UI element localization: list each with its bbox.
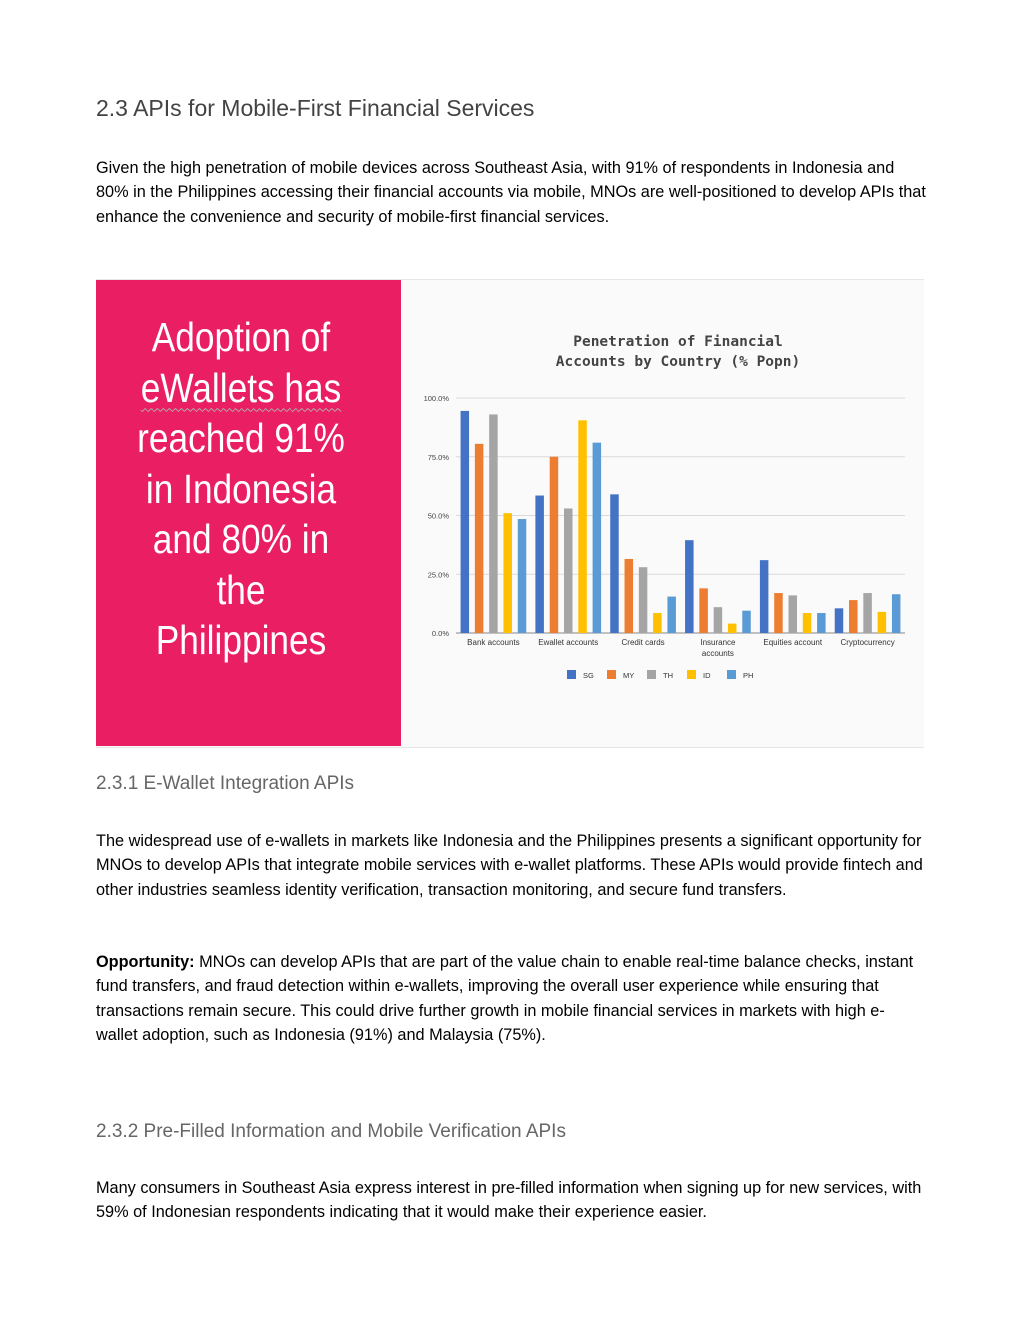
bar-sg bbox=[835, 608, 844, 633]
bar-ph bbox=[817, 613, 826, 633]
y-tick-label: 0.0% bbox=[431, 629, 449, 638]
callout-line: the bbox=[216, 566, 266, 613]
bar-sg bbox=[685, 540, 694, 633]
bar-my bbox=[774, 593, 783, 633]
bar-ph bbox=[892, 594, 901, 633]
chart-panel bbox=[401, 280, 924, 746]
bar-id bbox=[503, 513, 512, 633]
bar-id bbox=[728, 624, 737, 633]
bar-th bbox=[863, 593, 872, 633]
infographic-figure bbox=[96, 279, 924, 748]
x-tick-label: Ewallet accounts bbox=[538, 638, 599, 647]
bar-chart bbox=[401, 280, 924, 746]
legend-swatch bbox=[727, 670, 736, 679]
callout-line: Philippines bbox=[155, 617, 327, 663]
bar-sg bbox=[760, 560, 769, 633]
bar-id bbox=[578, 420, 587, 633]
legend-label: TH bbox=[663, 671, 673, 680]
bar-sg bbox=[461, 411, 470, 633]
bar-id bbox=[878, 612, 887, 633]
bar-ph bbox=[667, 597, 676, 633]
callout-line: reached 91% bbox=[137, 415, 345, 461]
bar-th bbox=[489, 414, 498, 633]
legend-label: ID bbox=[703, 671, 711, 680]
x-tick-label: Bank accounts bbox=[467, 638, 520, 647]
prefilled-paragraph: Many consumers in Southeast Asia express interest in pre-filled information when signing up for new services, with 59% of Indonesian respondents indicating that it would make their experience easier. bbox=[96, 1179, 922, 1222]
bar-my bbox=[699, 588, 708, 633]
callout-line-text: eWallets has bbox=[140, 364, 342, 411]
bar-id bbox=[653, 613, 662, 633]
x-tick-label: accounts bbox=[701, 649, 734, 658]
y-tick-label: 100.0% bbox=[423, 394, 449, 403]
bar-ph bbox=[518, 519, 527, 633]
bar-sg bbox=[535, 496, 544, 633]
bar-th bbox=[714, 607, 723, 633]
x-tick-label: Cryptocurrency bbox=[840, 638, 895, 647]
bar-th bbox=[639, 567, 648, 633]
bar-my bbox=[625, 559, 634, 633]
bar-th bbox=[564, 508, 573, 633]
opportunity-text: MNOs can develop APIs that are part of the value chain to enable real-time balance checks, instant fund transfers, and fraud detection within e-wallets, improving the overall user experience while ensuring that transactions remain secure. This could drive further growth in mobile financial services in markets with high e-wallet adoption, such as Indonesia (91%) and Malaysia (75%). bbox=[96, 953, 914, 1044]
ewallet-paragraph: The widespread use of e-wallets in markets like Indonesia and the Philippines presents a significant opportunity for MNOs to develop APIs that integrate mobile services with e-wallet platforms. These APIs would provide fintech and other industries seamless identity verification, transaction monitoring, and secure fund transfers. bbox=[96, 832, 923, 899]
legend-swatch bbox=[607, 670, 616, 679]
opportunity-paragraph bbox=[96, 950, 926, 1047]
y-tick-label: 50.0% bbox=[427, 511, 449, 521]
bar-th bbox=[789, 595, 798, 633]
bar-my bbox=[475, 444, 484, 633]
bar-ph bbox=[593, 443, 602, 633]
legend-swatch bbox=[567, 670, 576, 679]
bar-my bbox=[849, 600, 858, 633]
callout-line: Adoption of bbox=[151, 314, 331, 360]
chart-title-line: Accounts by Country (% Popn) bbox=[555, 354, 801, 370]
legend-swatch bbox=[687, 670, 696, 679]
legend-label: PH bbox=[743, 671, 754, 680]
bar-my bbox=[550, 457, 559, 633]
chart-title-line: Penetration of Financial bbox=[573, 334, 783, 350]
subsection-heading-ewallet: 2.3.1 E-Wallet Integration APIs bbox=[96, 773, 355, 794]
x-tick-label: Insurance bbox=[700, 638, 736, 647]
intro-paragraph: Given the high penetration of mobile devices across Southeast Asia, with 91% of respondents in Indonesia and 80% in the Philippines accessing their financial accounts via mobile, MNOs are well-positioned to develop APIs that enhance the convenience and security of mobile-first financial services. bbox=[96, 159, 926, 226]
callout-text bbox=[116, 312, 365, 666]
legend-label: MY bbox=[623, 671, 635, 680]
callout-line: and 80% in bbox=[152, 516, 330, 562]
bar-id bbox=[803, 613, 812, 633]
bar-sg bbox=[610, 494, 619, 633]
y-tick-label: 75.0% bbox=[427, 452, 449, 462]
callout-line: in Indonesia bbox=[145, 465, 337, 512]
bar-ph bbox=[742, 611, 751, 633]
legend-label: SG bbox=[583, 671, 594, 680]
x-tick-label: Credit cards bbox=[621, 638, 665, 647]
y-tick-label: 25.0% bbox=[427, 570, 449, 580]
subsection-heading-prefilled: 2.3.2 Pre-Filled Information and Mobile Verification APIs bbox=[96, 1121, 566, 1142]
section-heading: 2.3 APIs for Mobile-First Financial Services bbox=[96, 95, 535, 121]
legend-swatch bbox=[647, 670, 656, 679]
opportunity-label: Opportunity: bbox=[96, 953, 195, 971]
callout-panel bbox=[96, 280, 401, 746]
callout-line bbox=[116, 363, 365, 414]
x-tick-label: Equities account bbox=[763, 638, 823, 647]
